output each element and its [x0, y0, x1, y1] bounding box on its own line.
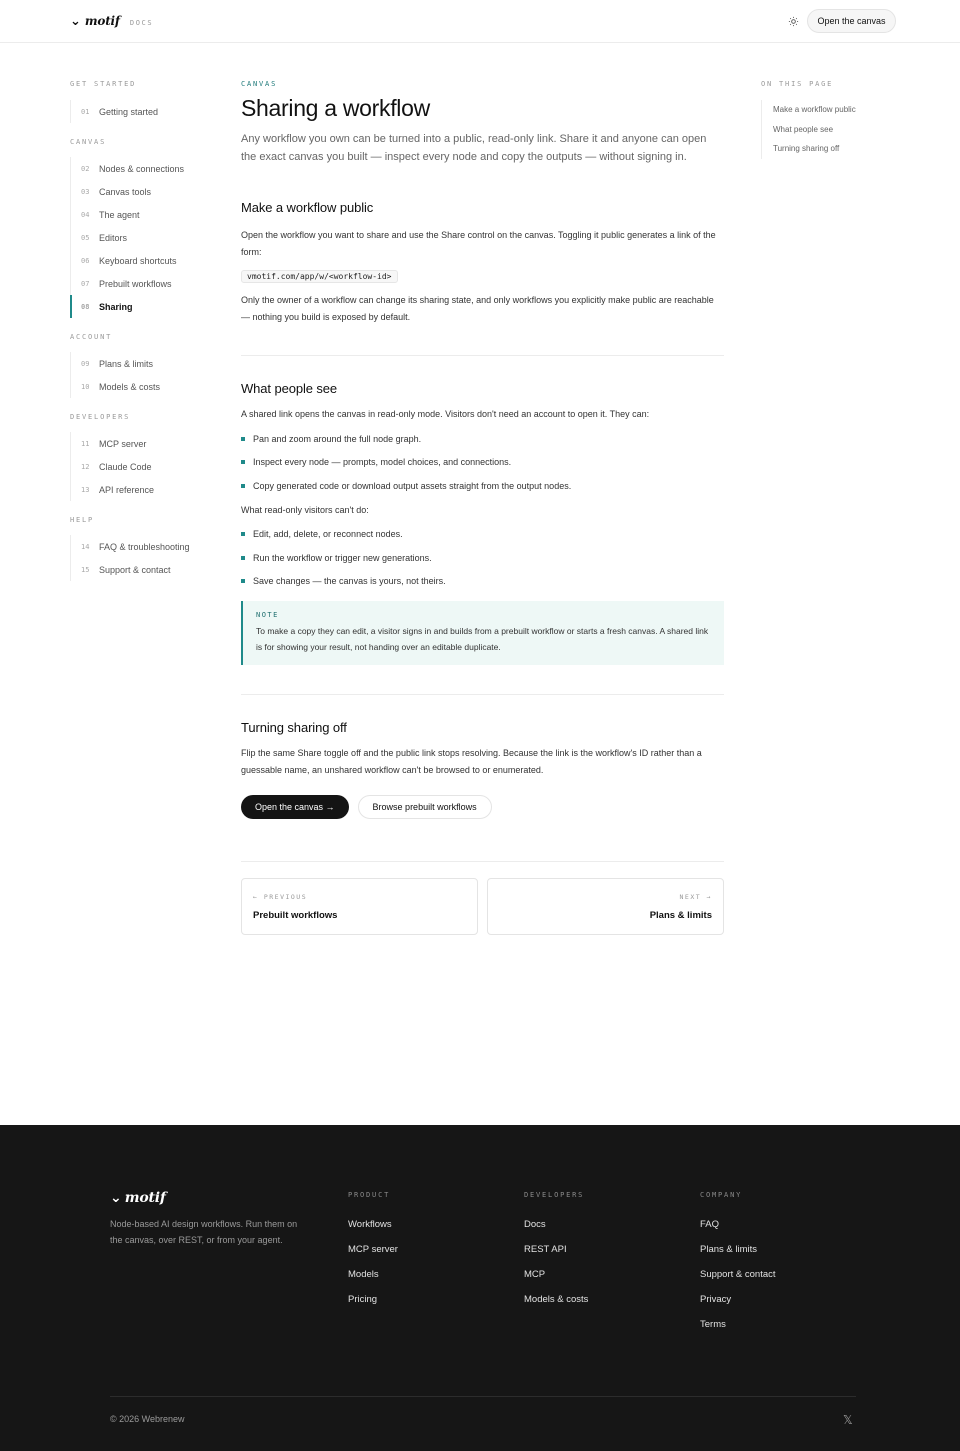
section-heading-make-public: Make a workflow public [241, 200, 374, 215]
footer-column-heading: COMPANY [700, 1191, 743, 1199]
site-footer [0, 1125, 960, 1451]
footer-link-mcp-server[interactable]: MCP server [348, 1244, 398, 1255]
sidebar-item-prebuilt-workflows[interactable] [71, 272, 220, 295]
paragraph: Only the owner of a workflow can change its sharing state, and only workflows you explicitly make public are reachable — nothing you build is exposed by default. [241, 295, 714, 322]
sidebar-item-label: Editors [99, 232, 128, 243]
previous-title: Prebuilt workflows [253, 910, 338, 921]
footer-link-pricing[interactable]: Pricing [348, 1294, 378, 1305]
pager-divider [241, 861, 724, 862]
section-divider [241, 694, 724, 695]
sidebar-group-developers [70, 413, 220, 501]
sidebar-item-label: Getting started [99, 106, 159, 117]
footer-link-terms[interactable]: Terms [700, 1319, 726, 1330]
sidebar-item-getting-started[interactable] [71, 100, 220, 123]
toc-heading: ON THIS PAGE [761, 80, 834, 88]
paragraph: Flip the same Share toggle off and the public link stops resolving. Because the link is the workflow's ID rather than a guessable name, an unshared workflow can't be browsed to or enumerated. [241, 748, 702, 775]
copyright: © 2026 Webrenew [110, 1414, 185, 1424]
sidebar-item-support-contact[interactable] [71, 558, 220, 581]
footer-link-workflows[interactable]: Workflows [348, 1219, 392, 1230]
sidebar-item-plans-limits[interactable] [71, 352, 220, 375]
cta-row [241, 795, 724, 819]
article [241, 80, 724, 935]
item-number: 11 [81, 439, 90, 448]
toc-item-make-public[interactable]: Make a workflow public [773, 105, 856, 115]
sidebar-item-label: Plans & limits [99, 358, 154, 369]
list-item: Run the workflow or trigger new generations. [241, 546, 724, 570]
sidebar-item-mcp-server[interactable] [71, 432, 220, 455]
item-number: 12 [81, 462, 90, 471]
sidebar-item-label: Nodes & connections [99, 163, 185, 174]
sidebar-item-label: Canvas tools [99, 186, 152, 197]
item-number: 15 [81, 565, 90, 574]
item-number: 10 [81, 382, 90, 391]
toc-item-turning-off[interactable]: Turning sharing off [773, 144, 840, 154]
docs-tag: DOCS [129, 19, 154, 27]
footer-divider [110, 1396, 856, 1397]
footer-link-docs[interactable]: Docs [524, 1219, 546, 1230]
item-number: 06 [81, 256, 90, 265]
section-heading-what-people-see: What people see [241, 381, 338, 396]
sidebar-item-label: FAQ & troubleshooting [99, 541, 190, 552]
item-number: 03 [81, 187, 90, 196]
footer-column-heading: DEVELOPERS [524, 1191, 585, 1199]
open-canvas-button[interactable]: Open the canvas [807, 9, 896, 33]
logo-mark-icon: ⌄ [70, 13, 81, 28]
sidebar-item-models-costs[interactable] [71, 375, 220, 398]
logo-wordmark: motif [84, 14, 120, 28]
sidebar-item-label: Claude Code [99, 461, 152, 472]
footer-link-models[interactable]: Models [348, 1269, 379, 1280]
sidebar-item-label: Keyboard shortcuts [99, 255, 177, 266]
lead-paragraph: Any workflow you own can be turned into a public, read-only link. Share it and anyone can open the exact canvas you built — inspect every node and copy the outputs — without signing in. [241, 133, 707, 163]
sun-icon[interactable] [785, 13, 802, 30]
item-number: 07 [81, 279, 90, 288]
sidebar-item-claude-code[interactable] [71, 455, 220, 478]
on-this-page [761, 80, 901, 159]
sidebar-item-label: API reference [99, 484, 155, 495]
note-label: NOTE [256, 611, 279, 619]
can-do-list [241, 427, 724, 498]
previous-label: ← PREVIOUS [253, 893, 308, 901]
url-code-snippet: vmotif.com/app/w/<workflow-id> [241, 270, 398, 283]
open-canvas-primary-button[interactable]: Open the canvas → [241, 795, 349, 819]
section-divider [241, 355, 724, 356]
sidebar-item-label: Models & costs [99, 381, 161, 392]
item-number: 08 [81, 302, 90, 311]
footer-column-developers [524, 1191, 588, 1312]
page-navigation [241, 878, 724, 935]
logo[interactable] [70, 13, 153, 29]
sidebar-heading: HELP [70, 516, 95, 524]
sidebar-item-nodes-connections[interactable] [71, 157, 220, 180]
section-heading-turning-off: Turning sharing off [241, 720, 347, 735]
previous-page-link[interactable] [241, 878, 478, 935]
footer-link-support-contact[interactable]: Support & contact [700, 1269, 776, 1280]
note-text: To make a copy they can edit, a visitor signs in and builds from a prebuilt workflow or starts a fresh canvas. A shared link is for showing your result, not handing over an editable duplicate. [256, 626, 709, 652]
list-item: Pan and zoom around the full node graph. [241, 427, 724, 451]
sidebar-item-editors[interactable] [71, 226, 220, 249]
next-title: Plans & limits [649, 910, 712, 921]
sidebar-item-label: MCP server [99, 438, 147, 449]
footer-column-company [700, 1191, 776, 1337]
paragraph: What read-only visitors can't do: [241, 504, 369, 515]
sidebar-heading: DEVELOPERS [70, 413, 131, 421]
docs-sidebar [70, 80, 220, 581]
sidebar-heading: CANVAS [70, 138, 107, 146]
item-number: 02 [81, 164, 90, 173]
item-number: 13 [81, 485, 90, 494]
sidebar-item-faq[interactable] [71, 535, 220, 558]
list-item: Copy generated code or download output assets straight from the output nodes. [241, 474, 724, 498]
sidebar-group-canvas [70, 138, 220, 318]
sidebar-item-canvas-tools[interactable] [71, 180, 220, 203]
footer-tagline: Node-based AI design workflows. Run them on the canvas, over REST, or from your agent. [110, 1219, 298, 1245]
note-callout [241, 601, 724, 665]
sidebar-heading: ACCOUNT [70, 333, 113, 341]
sidebar-heading: GET STARTED [70, 80, 137, 88]
footer-link-mcp[interactable]: MCP [524, 1269, 546, 1280]
sidebar-item-sharing[interactable] [71, 295, 220, 318]
paragraph: Open the workflow you want to share and use the Share control on the canvas. Toggling it public generates a link of the form: [241, 230, 716, 257]
next-page-link[interactable] [487, 878, 724, 935]
x-icon[interactable]: 𝕏 [843, 1413, 853, 1427]
list-item: Inspect every node — prompts, model choices, and connections. [241, 451, 724, 475]
footer-link-models-costs[interactable]: Models & costs [524, 1294, 589, 1305]
next-label: NEXT → [679, 893, 712, 901]
sidebar-item-the-agent[interactable] [71, 203, 220, 226]
footer-logo[interactable] [110, 1189, 166, 1206]
footer-column-heading: PRODUCT [348, 1191, 391, 1199]
section-eyebrow: CANVAS [241, 80, 278, 88]
browse-prebuilt-workflows-button[interactable]: Browse prebuilt workflows [358, 795, 492, 819]
footer-link-rest-api[interactable]: REST API [524, 1244, 567, 1255]
footer-link-faq[interactable]: FAQ [700, 1219, 720, 1230]
logo-mark-icon: ⌄ [110, 1189, 122, 1205]
item-number: 01 [81, 107, 90, 116]
footer-column-product [348, 1191, 398, 1312]
list-item: Save changes — the canvas is yours, not theirs. [241, 570, 724, 594]
list-item: Edit, add, delete, or reconnect nodes. [241, 523, 724, 547]
sidebar-item-api-reference[interactable] [71, 478, 220, 501]
sidebar-group-help [70, 516, 220, 581]
sidebar-item-label: Sharing [99, 301, 133, 312]
footer-link-privacy[interactable]: Privacy [700, 1294, 732, 1305]
sidebar-item-label: Support & contact [99, 564, 171, 575]
item-number: 14 [81, 542, 90, 551]
sidebar-item-keyboard-shortcuts[interactable] [71, 249, 220, 272]
page-title: Sharing a workflow [241, 95, 430, 121]
sidebar-group-get-started [70, 80, 220, 123]
item-number: 04 [81, 210, 90, 219]
logo-wordmark: motif [124, 1190, 166, 1206]
paragraph: A shared link opens the canvas in read-only mode. Visitors don't need an account to open it. They can: [241, 409, 650, 419]
sidebar-item-label: Prebuilt workflows [99, 278, 172, 289]
top-navigation-bar [0, 0, 960, 43]
sidebar-item-label: The agent [99, 209, 140, 220]
toc-list [761, 100, 901, 159]
toc-item-what-people-see[interactable]: What people see [773, 124, 834, 134]
footer-link-plans-limits[interactable]: Plans & limits [700, 1244, 758, 1255]
item-number: 09 [81, 359, 90, 368]
cannot-do-list [241, 523, 724, 594]
item-number: 05 [81, 233, 90, 242]
sidebar-group-account [70, 333, 220, 398]
